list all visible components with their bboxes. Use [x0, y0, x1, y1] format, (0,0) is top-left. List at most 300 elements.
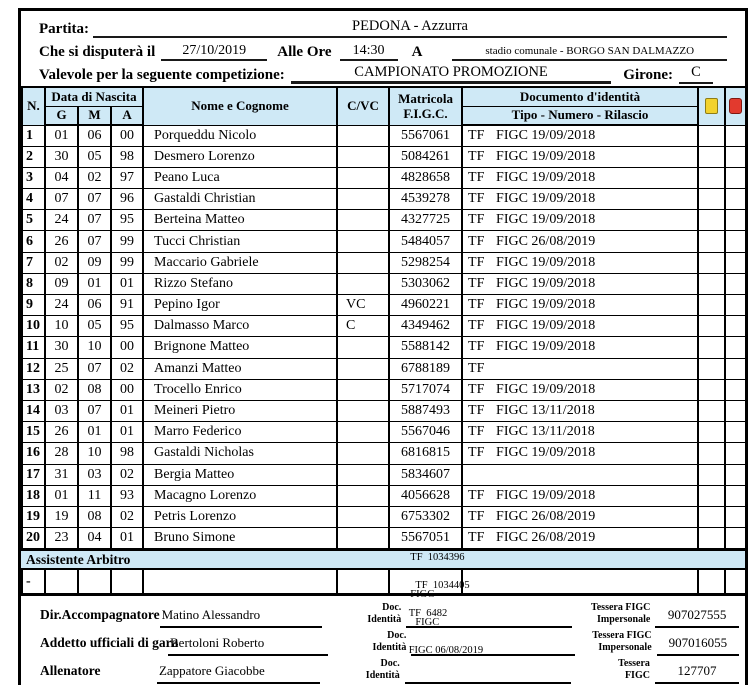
- cell-number: 6: [22, 231, 45, 252]
- document-type: TF: [468, 445, 485, 461]
- cell-matricola: 5588142: [389, 337, 462, 358]
- players-body: [22, 125, 746, 549]
- table-row: [22, 506, 746, 527]
- cell-document: [462, 443, 698, 464]
- document-info: FIGC 13/11/2018: [496, 424, 595, 440]
- tessera-label-line1: Tessera FIGC: [590, 602, 651, 614]
- competition-line: [39, 61, 727, 84]
- competition-value: CAMPIONATO PROMOZIONE: [291, 65, 611, 84]
- cell-number: 10: [22, 316, 45, 337]
- players-table-header: [22, 87, 746, 125]
- cell-matricola: 6753302: [389, 506, 462, 527]
- girone-label: Girone:: [623, 66, 673, 83]
- cell-birth-day: 30: [45, 337, 78, 358]
- cell-birth-day: 24: [45, 295, 78, 316]
- cell-document: [462, 400, 698, 421]
- cell-birth-day: 02: [45, 252, 78, 273]
- cell-red-card: [725, 189, 746, 210]
- cell-yellow-card: [698, 146, 725, 167]
- cell-matricola: 5298254: [389, 252, 462, 273]
- cell-birth-year: 00: [111, 379, 143, 400]
- cell-red-card: [725, 125, 746, 146]
- cell-document: [462, 231, 698, 252]
- cell-player-name: Meineri Pietro: [143, 400, 337, 421]
- assistant-year-cell: [111, 570, 143, 594]
- cell-yellow-card: [698, 422, 725, 443]
- document-type: TF: [468, 254, 485, 270]
- document-info: FIGC 19/09/2018: [496, 148, 596, 164]
- document-info: FIGC 19/09/2018: [496, 339, 596, 355]
- doc-value-line2: FIGC 06/08/2019: [408, 644, 484, 656]
- col-birthdate-header: Data di Nascita: [45, 87, 143, 106]
- table-row: [22, 273, 746, 294]
- assistant-referee-row: [21, 570, 747, 596]
- cell-red-card: [725, 528, 746, 549]
- cell-yellow-card: [698, 400, 725, 421]
- cell-birth-year: 01: [111, 528, 143, 549]
- cell-yellow-card: [698, 316, 725, 337]
- cell-captain-flag: [337, 167, 389, 188]
- official-name: Bertoloni Roberto: [168, 635, 328, 656]
- cell-matricola: 4960221: [389, 295, 462, 316]
- document-info: FIGC 26/08/2019: [496, 233, 596, 249]
- cell-document: [462, 189, 698, 210]
- cell-matricola: 5567061: [389, 125, 462, 146]
- table-row: [22, 337, 746, 358]
- official-doc-label: [354, 630, 412, 655]
- table-row: [22, 358, 746, 379]
- document-type: TF: [468, 381, 485, 397]
- cell-red-card: [725, 231, 746, 252]
- cell-number: 16: [22, 443, 45, 464]
- cell-document: [462, 167, 698, 188]
- cell-birth-month: 11: [78, 485, 111, 506]
- partita-line: [39, 15, 727, 38]
- cell-document: [462, 358, 698, 379]
- document-info: FIGC 19/09/2018: [496, 212, 596, 228]
- cell-document: [462, 464, 698, 485]
- cell-red-card: [725, 422, 746, 443]
- doc-label-line1: Doc.: [382, 602, 402, 614]
- cell-number: 9: [22, 295, 45, 316]
- cell-yellow-card: [698, 337, 725, 358]
- doc-label-line1: Doc.: [380, 658, 400, 670]
- cell-document: [462, 485, 698, 506]
- cell-birth-month: 06: [78, 125, 111, 146]
- cell-yellow-card: [698, 189, 725, 210]
- cell-captain-flag: [337, 485, 389, 506]
- cell-birth-year: 98: [111, 146, 143, 167]
- document-info: FIGC 19/09/2018: [496, 487, 596, 503]
- table-row: [22, 464, 746, 485]
- cell-birth-day: 10: [45, 316, 78, 337]
- time-value: 14:30: [340, 43, 398, 61]
- cell-birth-month: 10: [78, 337, 111, 358]
- cell-birth-day: 09: [45, 273, 78, 294]
- cell-player-name: Gastaldi Christian: [143, 189, 337, 210]
- col-document-header: Documento d'identità: [462, 87, 698, 106]
- table-row: [22, 189, 746, 210]
- cell-player-name: Marro Federico: [143, 422, 337, 443]
- document-info: FIGC 19/09/2018: [496, 275, 596, 291]
- document-type: TF: [468, 530, 485, 546]
- cell-document: [462, 506, 698, 527]
- col-month-header: M: [78, 106, 111, 125]
- cell-matricola: 5567051: [389, 528, 462, 549]
- date-value: 27/10/2019: [161, 43, 267, 61]
- cell-yellow-card: [698, 295, 725, 316]
- cell-document: [462, 316, 698, 337]
- col-red-card-header: [725, 87, 746, 125]
- cell-yellow-card: [698, 379, 725, 400]
- cell-player-name: Peano Luca: [143, 167, 337, 188]
- date-line: [39, 38, 727, 61]
- col-year-header: A: [111, 106, 143, 125]
- cell-player-name: Dalmasso Marco: [143, 316, 337, 337]
- cell-captain-flag: [337, 189, 389, 210]
- cell-birth-month: 10: [78, 443, 111, 464]
- assistant-day-cell: [45, 570, 78, 594]
- official-role-label: Dir.Accompagnatore: [40, 606, 160, 622]
- competition-label: Valevole per la seguente competizione:: [39, 66, 285, 83]
- cell-birth-year: 99: [111, 231, 143, 252]
- cell-yellow-card: [698, 125, 725, 146]
- cell-yellow-card: [698, 210, 725, 231]
- document-type: TF: [468, 233, 485, 249]
- assistant-month-cell: [78, 570, 111, 594]
- cell-matricola: 6788189: [389, 358, 462, 379]
- cell-document: [462, 125, 698, 146]
- date-label: Che si disputerà il: [39, 43, 156, 60]
- cell-yellow-card: [698, 485, 725, 506]
- col-matricola-header: [389, 87, 462, 125]
- cell-birth-day: 01: [45, 125, 78, 146]
- cell-number: 13: [22, 379, 45, 400]
- cell-number: 11: [22, 337, 45, 358]
- official-tessera-label: [575, 630, 652, 655]
- official-tessera-label: [571, 658, 650, 683]
- match-roster-form: [18, 8, 748, 685]
- table-row: [22, 210, 746, 231]
- cell-player-name: Amanzi Matteo: [143, 358, 337, 379]
- cell-matricola: 4327725: [389, 210, 462, 231]
- document-type: TF: [468, 487, 485, 503]
- cell-document: [462, 379, 698, 400]
- table-row: [22, 252, 746, 273]
- cell-birth-day: 04: [45, 167, 78, 188]
- cell-number: 18: [22, 485, 45, 506]
- cell-captain-flag: [337, 337, 389, 358]
- cell-birth-year: 95: [111, 316, 143, 337]
- col-document-sub-header: Tipo - Numero - Rilascio: [462, 106, 698, 125]
- cell-yellow-card: [698, 252, 725, 273]
- cell-birth-day: 03: [45, 400, 78, 421]
- cell-birth-day: 28: [45, 443, 78, 464]
- document-type: TF: [468, 275, 485, 291]
- cell-matricola: 5567046: [389, 422, 462, 443]
- col-name-header: Nome e Cognome: [143, 87, 337, 125]
- document-type: TF: [468, 169, 485, 185]
- document-type: TF: [468, 360, 485, 376]
- partita-value: PEDONA - Azzurra: [93, 19, 727, 38]
- cell-player-name: Trocello Enrico: [143, 379, 337, 400]
- cell-red-card: [725, 379, 746, 400]
- official-name: Matino Alessandro: [160, 607, 322, 628]
- cell-yellow-card: [698, 358, 725, 379]
- yellow-card-icon: [705, 98, 718, 114]
- cell-document: [462, 295, 698, 316]
- cell-birth-day: 23: [45, 528, 78, 549]
- doc-label-line2: Identità: [365, 669, 400, 681]
- cell-birth-year: 96: [111, 189, 143, 210]
- cell-document: [462, 273, 698, 294]
- document-info: FIGC 19/09/2018: [496, 169, 596, 185]
- cell-captain-flag: [337, 146, 389, 167]
- cell-player-name: Rizzo Stefano: [143, 273, 337, 294]
- cell-matricola: 4056628: [389, 485, 462, 506]
- cell-birth-year: 00: [111, 337, 143, 358]
- cell-number: 14: [22, 400, 45, 421]
- assistant-cvc-cell: [337, 570, 389, 594]
- cell-birth-year: 02: [111, 506, 143, 527]
- document-type: TF: [468, 339, 485, 355]
- cell-captain-flag: VC: [337, 295, 389, 316]
- cell-player-name: Gastaldi Nicholas: [143, 443, 337, 464]
- cell-number: 4: [22, 189, 45, 210]
- document-info: FIGC 13/11/2018: [496, 403, 595, 419]
- cell-birth-month: 08: [78, 379, 111, 400]
- cell-birth-month: 05: [78, 146, 111, 167]
- cell-number: 17: [22, 464, 45, 485]
- cell-birth-month: 05: [78, 316, 111, 337]
- cell-matricola: 4349462: [389, 316, 462, 337]
- cell-yellow-card: [698, 167, 725, 188]
- cell-player-name: Macagno Lorenzo: [143, 485, 337, 506]
- cell-birth-year: 00: [111, 125, 143, 146]
- official-doc-label: [348, 602, 407, 627]
- cell-number: 20: [22, 528, 45, 549]
- document-info: FIGC 19/09/2018: [496, 254, 596, 270]
- cell-birth-day: 07: [45, 189, 78, 210]
- cell-captain-flag: [337, 528, 389, 549]
- doc-value-line1: TF 6482: [408, 608, 448, 620]
- cell-document: [462, 422, 698, 443]
- cell-birth-year: 91: [111, 295, 143, 316]
- cell-red-card: [725, 210, 746, 231]
- cell-birth-year: 02: [111, 464, 143, 485]
- cell-birth-day: 24: [45, 210, 78, 231]
- cell-birth-day: 25: [45, 358, 78, 379]
- official-doc-label: [346, 658, 405, 683]
- cell-captain-flag: [337, 400, 389, 421]
- table-row: [22, 125, 746, 146]
- document-type: TF: [468, 191, 485, 207]
- form-header: [21, 11, 745, 86]
- cell-birth-year: 93: [111, 485, 143, 506]
- cell-red-card: [725, 316, 746, 337]
- cell-birth-month: 03: [78, 464, 111, 485]
- assistant-yellow-cell: [698, 570, 725, 594]
- doc-label-line2: Identità: [367, 613, 402, 625]
- tessera-label-line1: Tessera: [618, 658, 650, 670]
- table-row: [22, 379, 746, 400]
- cell-birth-year: 99: [111, 252, 143, 273]
- cell-birth-day: 26: [45, 231, 78, 252]
- cell-birth-year: 01: [111, 273, 143, 294]
- cell-captain-flag: [337, 464, 389, 485]
- table-row: [22, 295, 746, 316]
- cell-yellow-card: [698, 273, 725, 294]
- partita-label: Partita:: [39, 20, 89, 37]
- document-type: TF: [468, 508, 485, 524]
- cell-yellow-card: [698, 443, 725, 464]
- cell-red-card: [725, 337, 746, 358]
- cell-captain-flag: [337, 443, 389, 464]
- cell-document: [462, 337, 698, 358]
- col-number-header: N.: [22, 87, 45, 125]
- cell-red-card: [725, 295, 746, 316]
- cell-player-name: Bergia Matteo: [143, 464, 337, 485]
- cell-captain-flag: [337, 273, 389, 294]
- cell-number: 3: [22, 167, 45, 188]
- cell-birth-year: 01: [111, 422, 143, 443]
- cell-number: 5: [22, 210, 45, 231]
- cell-number: 2: [22, 146, 45, 167]
- cell-birth-month: 07: [78, 210, 111, 231]
- doc-label-line1: Doc.: [387, 630, 407, 642]
- tessera-label-line1: Tessera FIGC: [592, 630, 652, 642]
- cell-yellow-card: [698, 506, 725, 527]
- cell-document: [462, 210, 698, 231]
- cell-number: 15: [22, 422, 45, 443]
- cell-birth-year: 95: [111, 210, 143, 231]
- document-type: TF: [468, 403, 485, 419]
- official-doc-value: [405, 584, 572, 684]
- document-type: TF: [468, 424, 485, 440]
- cell-captain-flag: [337, 231, 389, 252]
- cell-red-card: [725, 273, 746, 294]
- cell-captain-flag: [337, 125, 389, 146]
- cell-red-card: [725, 146, 746, 167]
- assistant-dash-cell: -: [22, 570, 45, 594]
- cell-birth-month: 06: [78, 295, 111, 316]
- cell-red-card: [725, 485, 746, 506]
- document-info: FIGC 19/09/2018: [496, 318, 596, 334]
- cell-matricola: 5717074: [389, 379, 462, 400]
- cell-red-card: [725, 443, 746, 464]
- table-row: [22, 400, 746, 421]
- table-row: [22, 231, 746, 252]
- cell-yellow-card: [698, 231, 725, 252]
- table-row: [22, 167, 746, 188]
- cell-captain-flag: [337, 506, 389, 527]
- cell-number: 12: [22, 358, 45, 379]
- cell-red-card: [725, 252, 746, 273]
- cell-birth-year: 98: [111, 443, 143, 464]
- document-type: TF: [468, 127, 485, 143]
- cell-player-name: Porqueddu Nicolo: [143, 125, 337, 146]
- cell-captain-flag: C: [337, 316, 389, 337]
- cell-birth-month: 02: [78, 167, 111, 188]
- cell-birth-month: 04: [78, 528, 111, 549]
- at-label: A: [411, 43, 423, 60]
- cell-document: [462, 252, 698, 273]
- cell-birth-year: 01: [111, 400, 143, 421]
- document-type: TF: [468, 318, 485, 334]
- red-card-icon: [729, 98, 742, 114]
- cell-player-name: Pepino Igor: [143, 295, 337, 316]
- table-row: [22, 443, 746, 464]
- cell-number: 1: [22, 125, 45, 146]
- tessera-label-line2: Impersonale: [598, 641, 652, 653]
- cell-red-card: [725, 167, 746, 188]
- cell-player-name: Maccario Gabriele: [143, 252, 337, 273]
- cell-birth-month: 09: [78, 252, 111, 273]
- cell-player-name: Tucci Christian: [143, 231, 337, 252]
- doc-value-line1: TF 1034396: [410, 552, 465, 564]
- document-type: TF: [468, 212, 485, 228]
- assistant-referee-title: Assistente Arbitro: [21, 549, 745, 570]
- table-row: [22, 528, 746, 549]
- girone-value: C: [679, 65, 713, 84]
- cell-birth-day: 01: [45, 485, 78, 506]
- official-tessera-number: 127707: [655, 663, 739, 684]
- cell-captain-flag: [337, 210, 389, 231]
- cell-player-name: Berteina Matteo: [143, 210, 337, 231]
- cell-red-card: [725, 506, 746, 527]
- cell-matricola: 5887493: [389, 400, 462, 421]
- cell-document: [462, 146, 698, 167]
- cell-birth-day: 19: [45, 506, 78, 527]
- matricola-line2: F.I.G.C.: [403, 106, 448, 122]
- table-row: [22, 146, 746, 167]
- cell-yellow-card: [698, 528, 725, 549]
- assistant-red-cell: [725, 570, 746, 594]
- time-label: Alle Ore: [277, 43, 332, 60]
- document-info: FIGC 26/08/2019: [496, 530, 596, 546]
- cell-matricola: 4539278: [389, 189, 462, 210]
- tessera-label-line2: Impersonale: [597, 613, 651, 625]
- cell-player-name: Brignone Matteo: [143, 337, 337, 358]
- cell-birth-day: 30: [45, 146, 78, 167]
- document-info: FIGC 19/09/2018: [496, 381, 596, 397]
- matricola-line1: Matricola: [398, 90, 453, 106]
- document-type: TF: [468, 148, 485, 164]
- document-info: FIGC 26/08/2019: [496, 508, 596, 524]
- cell-birth-month: 07: [78, 231, 111, 252]
- official-tessera-number: 907027555: [655, 607, 739, 628]
- cell-captain-flag: [337, 252, 389, 273]
- cell-birth-month: 01: [78, 422, 111, 443]
- col-captain-header: C/VC: [337, 87, 389, 125]
- cell-matricola: 5303062: [389, 273, 462, 294]
- official-role-label: Allenatore: [40, 662, 101, 678]
- venue-value: stadio comunale - BORGO SAN DALMAZZO: [452, 45, 727, 61]
- cell-captain-flag: [337, 379, 389, 400]
- cell-matricola: 5834607: [389, 464, 462, 485]
- cell-matricola: 6816815: [389, 443, 462, 464]
- assistant-name-cell: [143, 570, 337, 594]
- cell-number: 19: [22, 506, 45, 527]
- cell-birth-day: 31: [45, 464, 78, 485]
- cell-number: 8: [22, 273, 45, 294]
- cell-birth-year: 97: [111, 167, 143, 188]
- cell-red-card: [725, 400, 746, 421]
- official-tessera-label: [572, 602, 650, 627]
- official-tessera-number: 907016055: [657, 635, 739, 656]
- document-type: TF: [468, 297, 485, 313]
- official-name: Zappatore Giacobbe: [157, 663, 320, 684]
